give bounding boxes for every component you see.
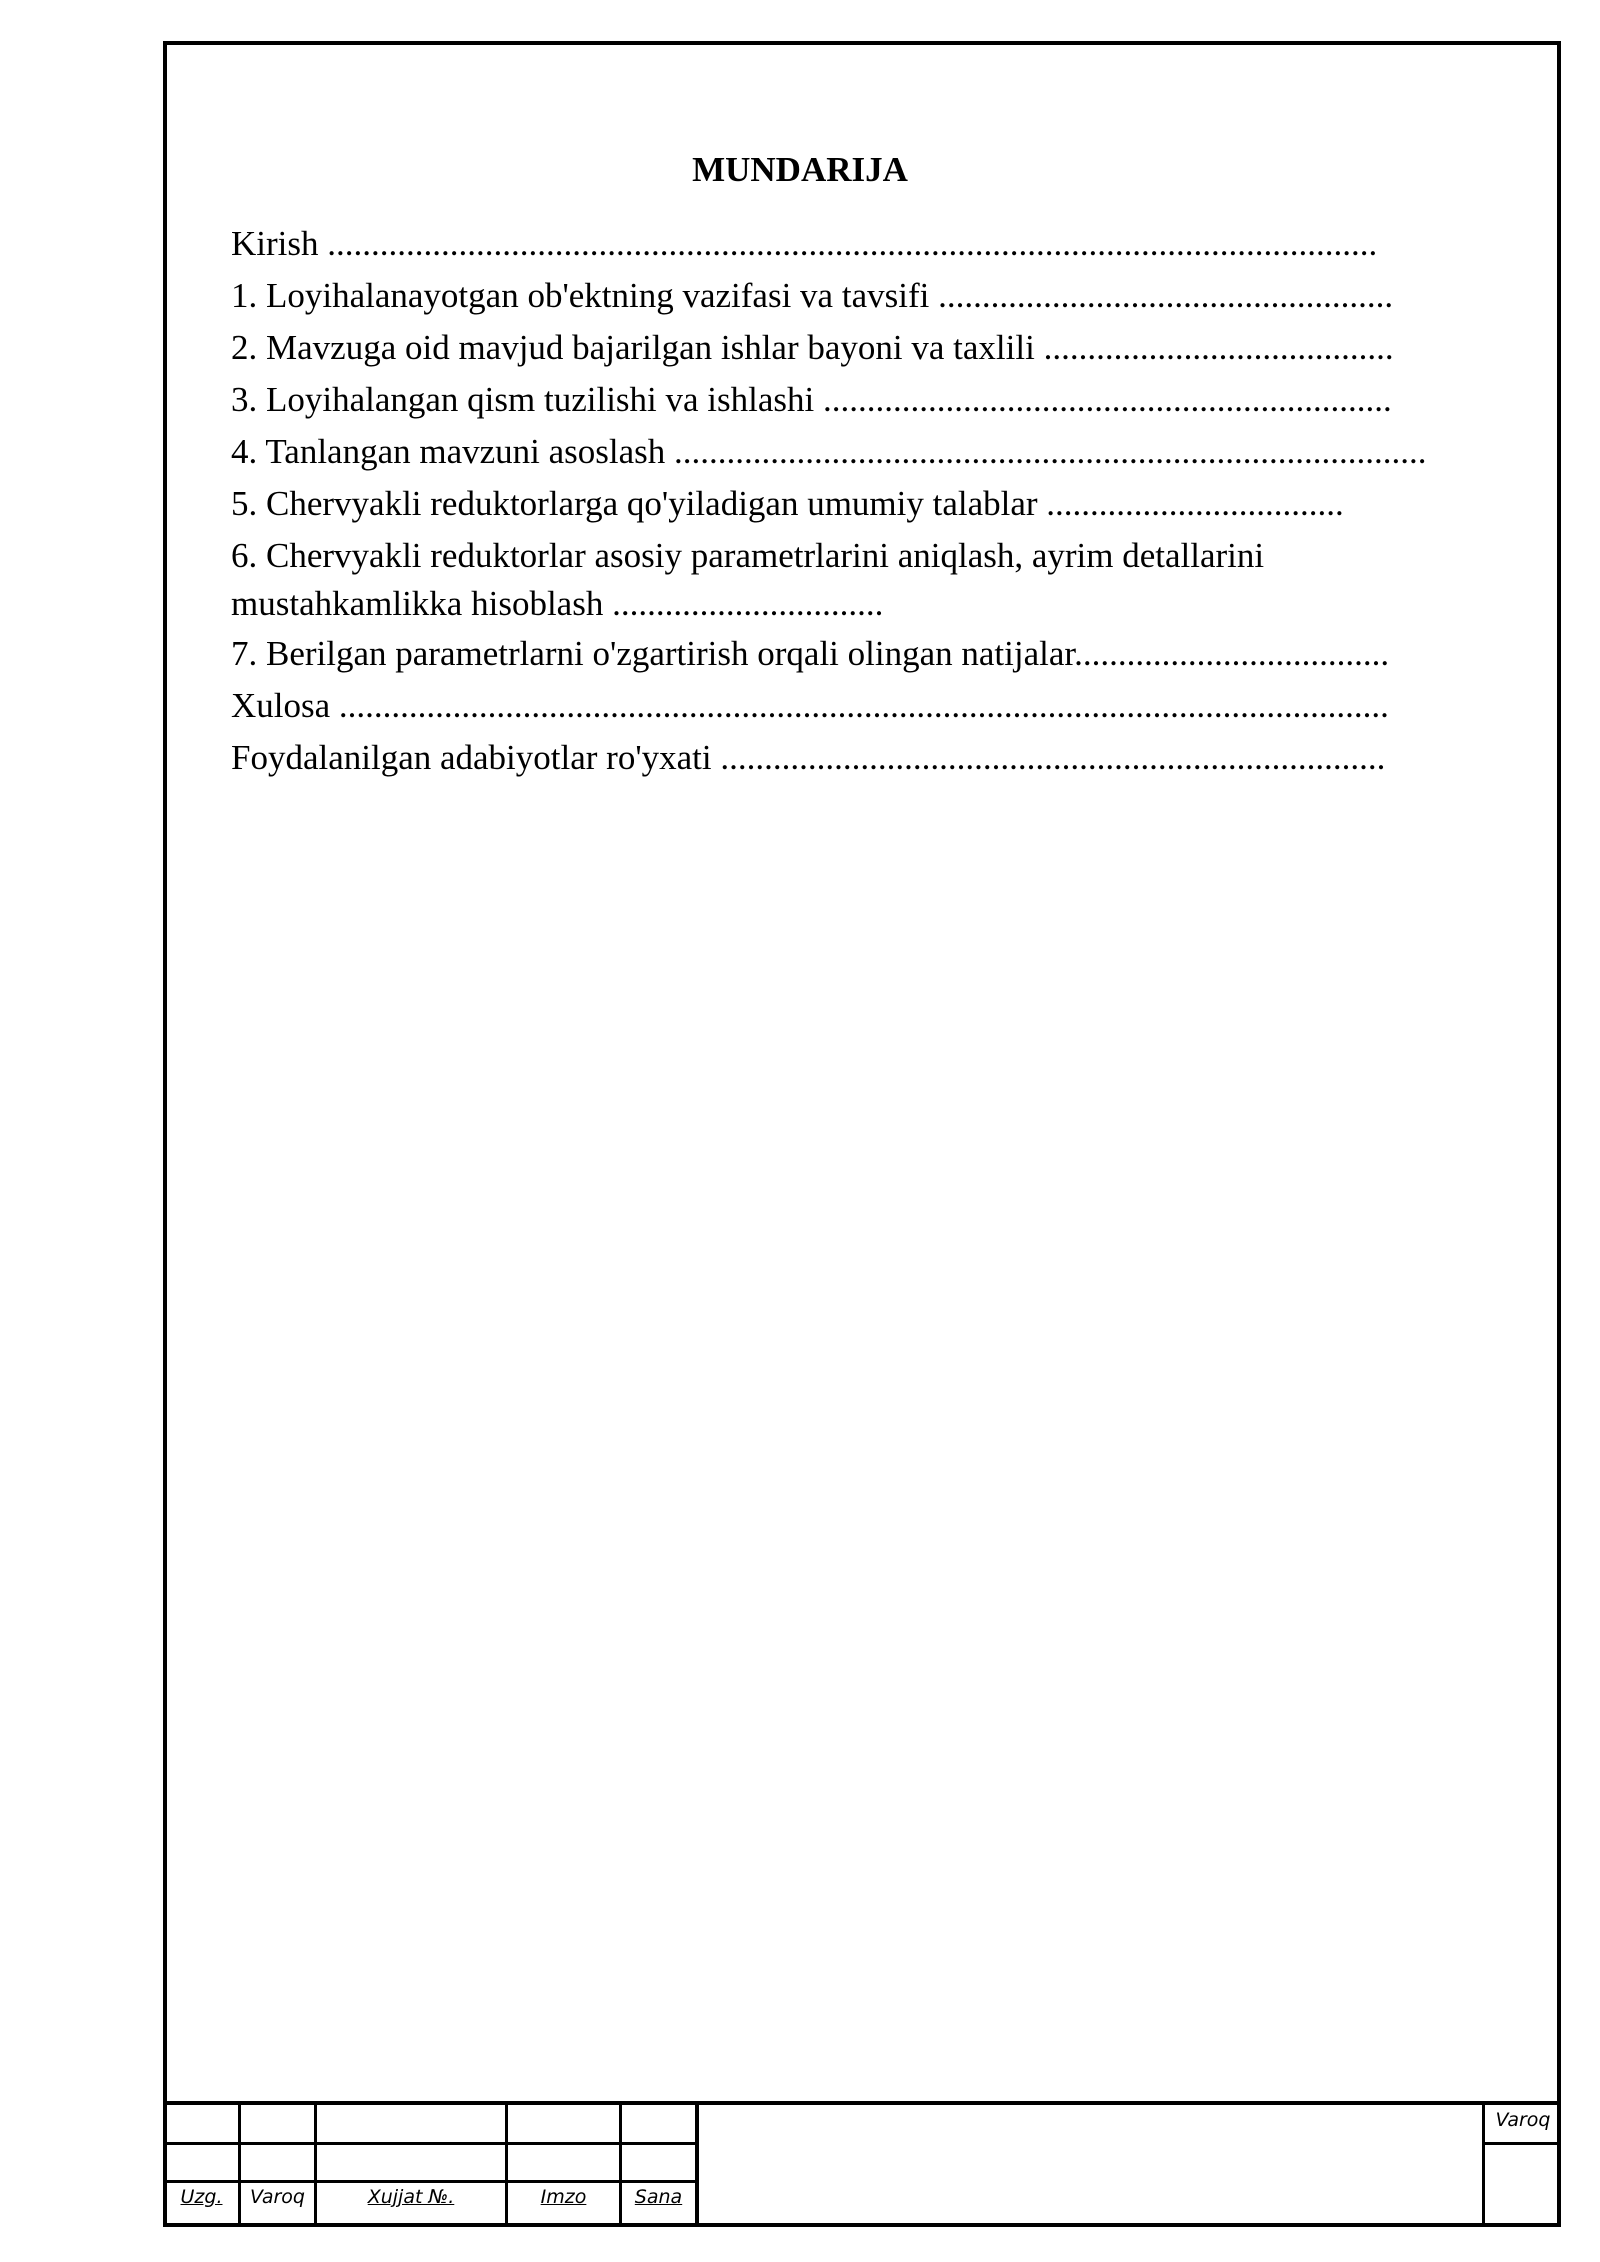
stamp-col-line-2 xyxy=(314,2101,317,2227)
table-of-contents xyxy=(231,218,1498,784)
toc-item-1: 1. Loyihalanayotgan ob'ektning vazifasi va tavsifi .................................................... xyxy=(231,276,1394,315)
stamp-label-sheet: Varoq xyxy=(1495,2109,1551,2131)
stamp-col-line-1 xyxy=(238,2101,241,2227)
stamp-label-uzg: Uzg. xyxy=(180,2186,223,2208)
stamp-sheet-line xyxy=(1482,2142,1561,2145)
stamp-label-sana: Sana xyxy=(634,2186,683,2208)
stamp-col-line-4 xyxy=(619,2101,622,2227)
toc-item-5: 5. Chervyakli reduktorlarga qo'yiladigan umumiy talablar .................................. xyxy=(231,484,1344,523)
toc-item-xulosa: Xulosa ........................................................................................................................ xyxy=(231,686,1389,725)
toc-item-2: 2. Mavzuga oid mavjud bajarilgan ishlar bayoni va taxlili ........................................ xyxy=(231,328,1394,367)
stamp-col-line-3 xyxy=(505,2101,508,2227)
toc-item-kirish: Kirish ........................................................................................................................ xyxy=(231,224,1378,263)
stamp-row-line-2 xyxy=(163,2180,698,2183)
toc-item-3: 3. Loyihalangan qism tuzilishi va ishlashi ................................................................. xyxy=(231,380,1392,419)
stamp-label-imzo: Imzo xyxy=(540,2186,587,2208)
stamp-row-line-1 xyxy=(163,2142,698,2145)
stamp-label-xujjat: Xujjat №. xyxy=(367,2186,455,2208)
stamp-top-line xyxy=(163,2101,1561,2105)
toc-item-6: 6. Chervyakli reduktorlar asosiy parametrlarini aniqlash, ayrim detallarini mustahkamlikka hisoblash ............................... xyxy=(231,536,1265,623)
page-title: MUNDARIJA xyxy=(692,150,908,189)
toc-item-4: 4. Tanlangan mavzuni asoslash ...................................................................................... xyxy=(231,432,1427,471)
stamp-label-varoq: Varoq xyxy=(250,2186,305,2208)
stamp-col-line-5 xyxy=(695,2101,699,2227)
toc-item-7: 7. Berilgan parametrlarni o'zgartirish orqali olingan natijalar.................................... xyxy=(231,634,1390,673)
toc-item-adabiyotlar: Foydalanilgan adabiyotlar ro'yxati ............................................................................ xyxy=(231,738,1386,777)
